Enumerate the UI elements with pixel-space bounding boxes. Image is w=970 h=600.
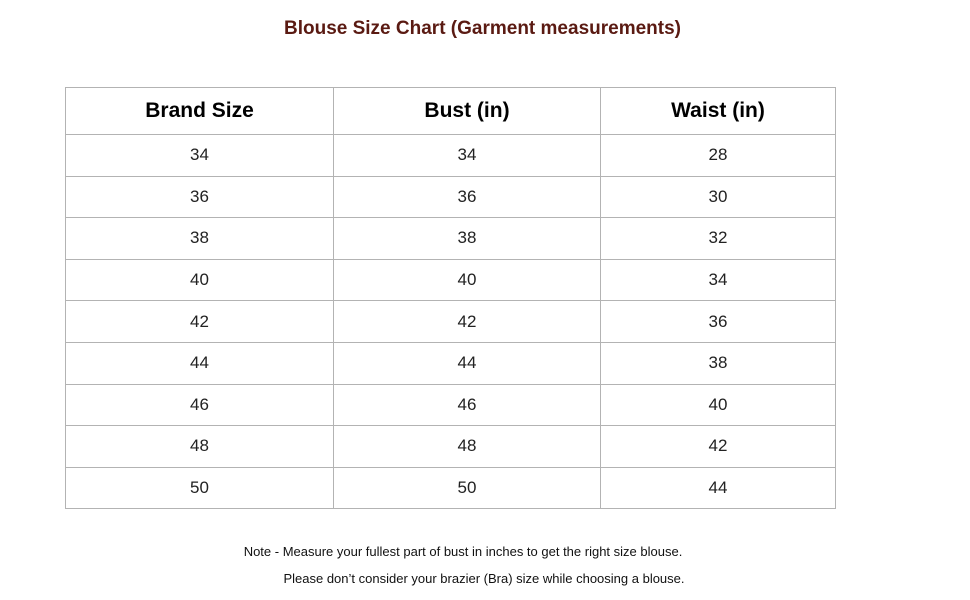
- cell-waist: 40: [601, 384, 836, 426]
- cell-bust: 40: [334, 259, 601, 301]
- cell-brand-size: 44: [66, 342, 334, 384]
- header-bust: Bust (in): [334, 88, 601, 135]
- cell-brand-size: 42: [66, 301, 334, 343]
- table-row: [66, 384, 836, 426]
- table-row: [66, 135, 836, 177]
- cell-bust: 38: [334, 218, 601, 260]
- cell-brand-size: 34: [66, 135, 334, 177]
- table-row: [66, 342, 836, 384]
- chart-title: Blouse Size Chart (Garment measurements): [283, 18, 681, 39]
- cell-bust: 34: [334, 135, 601, 177]
- cell-brand-size: 48: [66, 426, 334, 468]
- header-waist: Waist (in): [601, 88, 836, 135]
- cell-brand-size: 38: [66, 218, 334, 260]
- cell-bust: 36: [334, 176, 601, 218]
- header-brand-size: Brand Size: [66, 88, 334, 135]
- cell-waist: 44: [601, 467, 836, 509]
- cell-waist: 30: [601, 176, 836, 218]
- cell-brand-size: 40: [66, 259, 334, 301]
- table-row: [66, 176, 836, 218]
- cell-waist: 28: [601, 135, 836, 177]
- cell-bust: 48: [334, 426, 601, 468]
- cell-bust: 50: [334, 467, 601, 509]
- table-row: [66, 301, 836, 343]
- table-row: [66, 218, 836, 260]
- cell-bust: 42: [334, 301, 601, 343]
- cell-waist: 42: [601, 426, 836, 468]
- table-row: [66, 259, 836, 301]
- cell-brand-size: 36: [66, 176, 334, 218]
- cell-bust: 46: [334, 384, 601, 426]
- cell-brand-size: 46: [66, 384, 334, 426]
- cell-waist: 34: [601, 259, 836, 301]
- cell-waist: 36: [601, 301, 836, 343]
- cell-waist: 32: [601, 218, 836, 260]
- table-header-row: [66, 88, 836, 135]
- cell-bust: 44: [334, 342, 601, 384]
- cell-waist: 38: [601, 342, 836, 384]
- table-row: [66, 426, 836, 468]
- bra-size-note: Please don’t consider your brazier (Bra) size while choosing a blouse.: [283, 571, 685, 586]
- measurement-note: Note - Measure your fullest part of bust in inches to get the right size blouse.: [243, 544, 683, 559]
- cell-brand-size: 50: [66, 467, 334, 509]
- size-table: [65, 87, 836, 509]
- table-row: [66, 467, 836, 509]
